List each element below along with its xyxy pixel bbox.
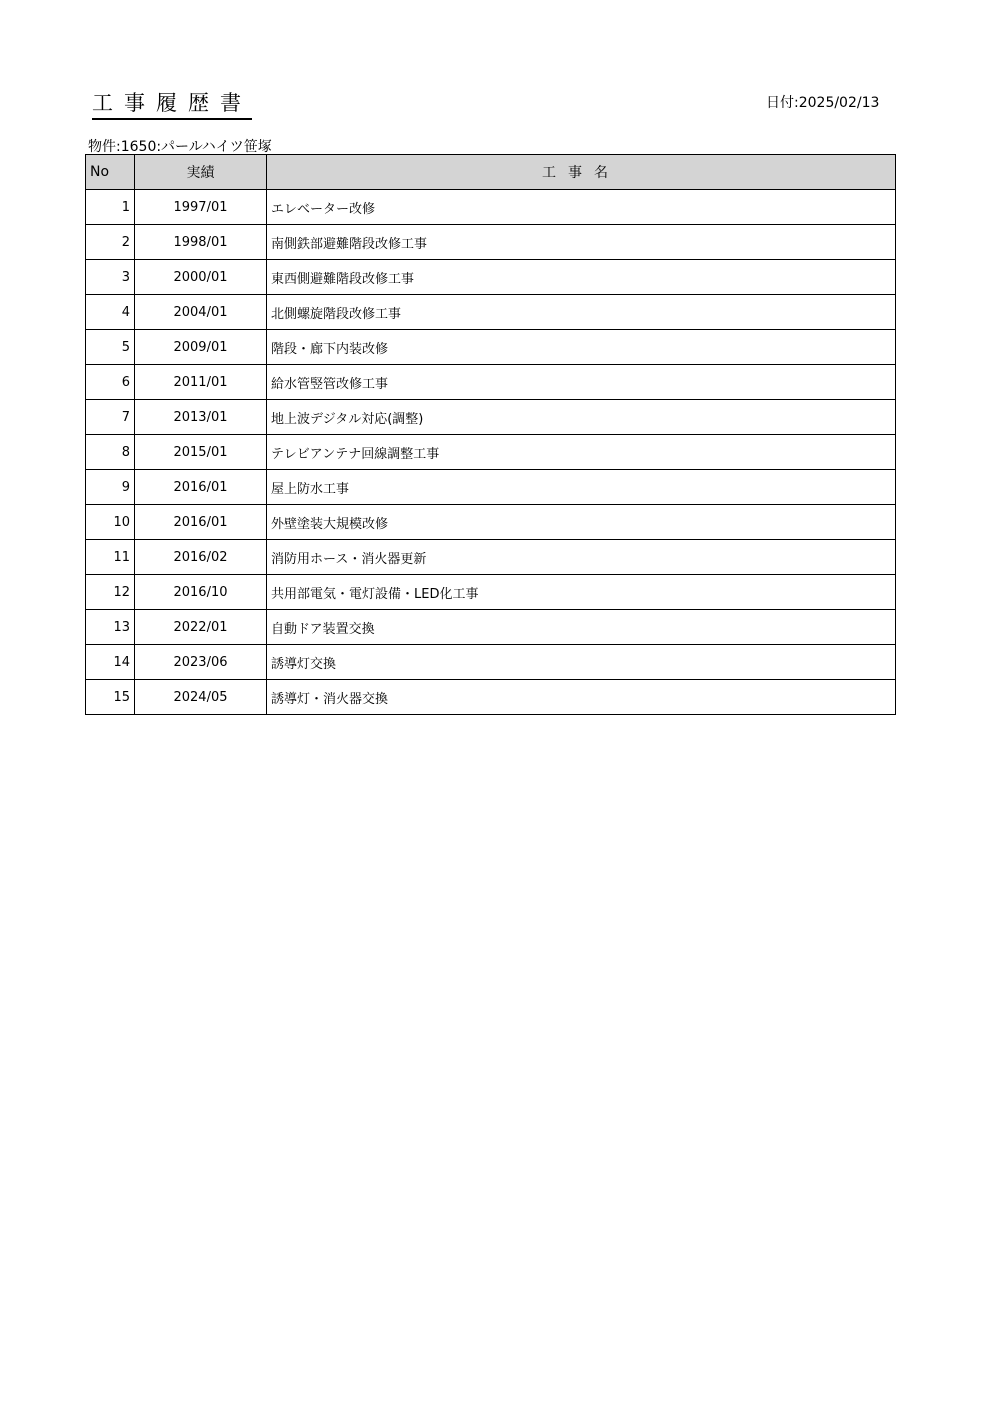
row-date-cell: 2011/01 [135,365,267,400]
row-no-cell: 2 [86,225,135,260]
row-no-cell: 12 [86,575,135,610]
row-name-cell: 誘導灯・消火器交換 [267,680,896,715]
row-date-cell: 1998/01 [135,225,267,260]
row-name-cell: 階段・廊下内装改修 [267,330,896,365]
row-name-cell: 共用部電気・電灯設備・LED化工事 [267,575,896,610]
row-no-cell: 5 [86,330,135,365]
column-header-date: 実績 [135,155,267,190]
row-name-cell: 屋上防水工事 [267,470,896,505]
row-date-cell: 2015/01 [135,435,267,470]
table-row [86,470,896,505]
table-row [86,435,896,470]
table-row [86,295,896,330]
row-no-cell: 6 [86,365,135,400]
row-no-cell: 1 [86,190,135,225]
row-date-cell: 2024/05 [135,680,267,715]
column-header-no: No [86,155,135,190]
row-date-cell: 2016/01 [135,505,267,540]
row-no-cell: 13 [86,610,135,645]
construction-history-table [85,154,896,715]
table-row [86,260,896,295]
row-date-cell: 2016/10 [135,575,267,610]
table-row [86,680,896,715]
table-row [86,190,896,225]
column-header-name: 工事名 [267,155,896,190]
document-date: 日付:2025/02/13 [766,95,880,111]
row-date-cell: 2016/01 [135,470,267,505]
row-no-cell: 10 [86,505,135,540]
row-date-cell: 2004/01 [135,295,267,330]
table-row [86,330,896,365]
table-body [86,190,896,715]
row-name-cell: 東西側避難階段改修工事 [267,260,896,295]
row-date-cell: 2016/02 [135,540,267,575]
row-no-cell: 14 [86,645,135,680]
table-row [86,400,896,435]
row-no-cell: 3 [86,260,135,295]
table-row [86,505,896,540]
row-name-cell: 地上波デジタル対応(調整) [267,400,896,435]
document-title: 工事履歴書 [92,90,252,120]
row-name-cell: 給水管竪管改修工事 [267,365,896,400]
table-row [86,225,896,260]
row-no-cell: 7 [86,400,135,435]
row-name-cell: エレベーター改修 [267,190,896,225]
row-no-cell: 11 [86,540,135,575]
table-row [86,540,896,575]
table-header-row [86,155,896,190]
row-no-cell: 9 [86,470,135,505]
row-date-cell: 2022/01 [135,610,267,645]
row-date-cell: 2009/01 [135,330,267,365]
row-name-cell: 南側鉄部避難階段改修工事 [267,225,896,260]
row-name-cell: 北側螺旋階段改修工事 [267,295,896,330]
row-date-cell: 2023/06 [135,645,267,680]
table-row [86,365,896,400]
row-name-cell: 誘導灯交換 [267,645,896,680]
table-row [86,575,896,610]
row-name-cell: 外壁塗装大規模改修 [267,505,896,540]
row-date-cell: 2000/01 [135,260,267,295]
row-no-cell: 15 [86,680,135,715]
row-name-cell: 消防用ホース・消火器更新 [267,540,896,575]
property-label: 物件:1650:パールハイツ笹塚 [88,139,272,155]
row-name-cell: テレビアンテナ回線調整工事 [267,435,896,470]
row-no-cell: 4 [86,295,135,330]
table-row [86,645,896,680]
table-row [86,610,896,645]
row-date-cell: 1997/01 [135,190,267,225]
row-date-cell: 2013/01 [135,400,267,435]
row-no-cell: 8 [86,435,135,470]
row-name-cell: 自動ドア装置交換 [267,610,896,645]
